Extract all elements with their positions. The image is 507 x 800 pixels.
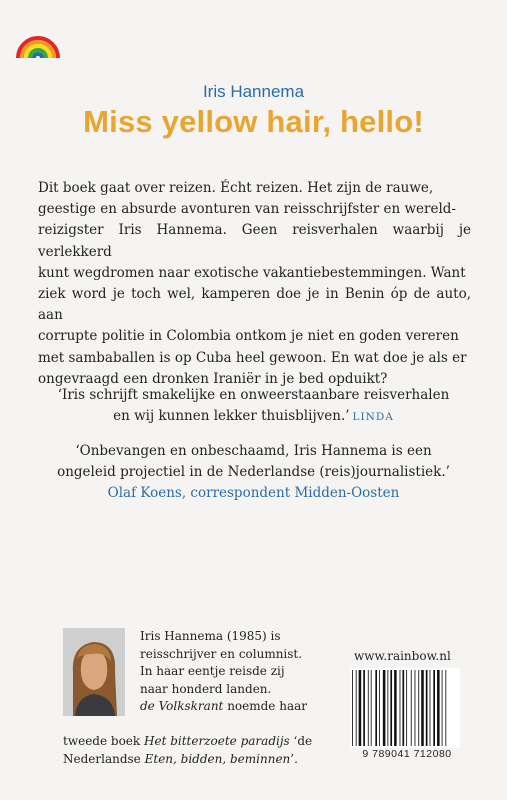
quote-line: ‘Iris schrijft smakelijke en onweerstaanbare reisverhalen: [57, 387, 450, 403]
bio-line: naar honderd landen.: [140, 681, 272, 696]
blurb-line: met sambaballen is op Cuba heel gewoon. En wat doe je als er: [38, 349, 467, 366]
barcode-bar: [359, 670, 362, 746]
bio-italic: de Volkskrant: [140, 699, 224, 714]
bio-line: [63, 751, 323, 769]
barcode-bar: [387, 670, 388, 746]
barcode-bar: [352, 670, 353, 746]
blurb-line: kunt wegdromen naar exotische vakantiebestemmingen. Want: [38, 264, 466, 281]
blurb-line: corrupte politie in Colombia ontkom je niet en goden vereren: [38, 328, 459, 345]
barcode-bar: [400, 670, 401, 746]
author-portrait-icon: [63, 628, 125, 716]
quote-koens: [0, 441, 507, 504]
isbn-number: 9 789041 712080: [362, 748, 452, 760]
barcode-bar: [442, 670, 443, 746]
book-title: Miss yellow hair, hello!: [83, 104, 424, 139]
barcode-bar: [445, 670, 446, 746]
bio-italic: Het bitterzoete paradijs: [144, 734, 290, 748]
barcode-bar: [426, 670, 428, 746]
bio-italic: Eten, bidden, beminnen: [144, 751, 291, 766]
quote-source: Olaf Koens, correspondent Midden-Oosten: [107, 485, 400, 501]
bio-line: Iris Hannema (1985) is: [140, 629, 281, 643]
publisher-url[interactable]: www.rainbow.nl: [354, 649, 451, 663]
barcode-bar: [383, 670, 386, 746]
barcode: [350, 668, 460, 748]
bio-line: [63, 733, 323, 751]
blurb-line: ongevraagd een dronken Iraniër in je bed opduikt?: [38, 370, 388, 387]
barcode-bar: [406, 670, 407, 746]
bio-text: tweede boek: [63, 734, 144, 748]
blurb: [38, 178, 471, 390]
bio-text: Nederlandse: [63, 751, 145, 766]
bio-text: ‘de: [289, 734, 313, 748]
blurb-line: Dit boek gaat over reizen. Écht reizen. Het zijn de rauwe,: [38, 180, 434, 196]
rainbow-logo-icon: [14, 22, 62, 60]
barcode-bar: [421, 670, 424, 746]
blurb-line: reizigster Iris Hannema. Geen reisverhalen waarbij je verlekkerd: [38, 222, 471, 260]
author-bio-continued: [63, 733, 323, 768]
quote-line: en wij kunnen lekker thuisblijven.’: [113, 408, 350, 424]
barcode-bar: [356, 670, 357, 746]
barcode-bar: [368, 670, 369, 746]
quote-line-with-source: [0, 406, 507, 428]
quote-linda: [0, 385, 507, 428]
barcode-bar: [390, 670, 392, 746]
bio-line: reisschrijver en columnist.: [140, 646, 303, 661]
barcode-bar: [430, 670, 431, 746]
bio-text: noemde haar: [223, 699, 307, 714]
quote-line: ‘Onbevangen en onbeschaamd, Iris Hannema is een: [75, 443, 432, 459]
author-photo: [63, 628, 125, 716]
blurb-line: ziek word je toch wel, kamperen doe je in Benin óp de auto, aan: [38, 286, 471, 324]
barcode-bar: [418, 670, 419, 746]
blurb-line: geestige en absurde avonturen van reisschrijfster en wereld-: [38, 201, 456, 218]
quote-line: ongeleid projectiel in de Nederlandse (reis)journalistiek.’: [57, 464, 450, 480]
barcode-bar: [363, 670, 365, 746]
bio-line: [140, 698, 316, 716]
barcode-bar: [379, 670, 380, 746]
barcode-bar: [375, 670, 377, 746]
barcode-bar: [394, 670, 397, 746]
barcode-bar: [402, 670, 404, 746]
bio-line: In haar eentje reisde zij: [140, 664, 285, 679]
quote-source: LINDA: [352, 411, 394, 423]
barcode-bar: [411, 670, 412, 746]
author-name: Iris Hannema: [202, 82, 305, 101]
barcode-bar: [415, 670, 416, 746]
bio-text: ’.: [290, 751, 298, 766]
author-bio: [140, 628, 316, 716]
barcode-bar: [371, 670, 372, 746]
barcode-bar: [433, 670, 435, 746]
barcode-bar: [437, 670, 440, 746]
